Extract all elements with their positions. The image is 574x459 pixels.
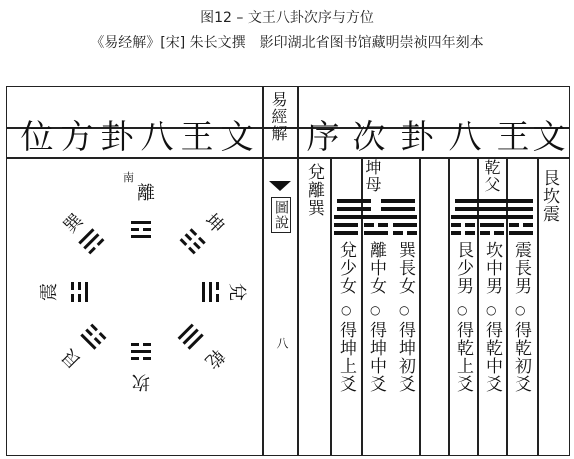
banner-right-char: 文 [532,117,566,156]
south-mark: 南 [123,171,134,184]
circle-mark: ○ [457,303,468,317]
book-page [6,86,570,456]
banner-right-char: 王 [496,117,530,156]
gen-trigram-bars [451,215,475,239]
banner-right-char: 卦 [400,117,434,156]
kun-trigram [180,228,206,254]
figure-source: 《易经解》[宋] 朱长文撰 影印湖北省图书馆藏明崇祯四年刻本 [90,35,484,51]
xun-trigram [78,228,104,254]
kan-label: 坎 [132,371,150,392]
daughter-middle: 離中女 [366,241,386,295]
son-youngest: 艮少男 [453,241,473,295]
left-trigrams-header: 兌離巽 [304,163,324,217]
zhen-trigram-bars [509,215,533,239]
spine-book-title: 易經解 [269,91,288,142]
banner-left-char: 八 [140,117,174,156]
kun-label: 坤 [200,209,229,238]
qian-trigram [178,324,204,350]
gen-label: 艮 [57,344,86,373]
circle-mark: ○ [515,303,526,317]
gen-trigram [80,324,106,350]
sequence-col-rule [330,157,332,455]
kan-trigram-bars [480,215,504,239]
li-label: 離 [137,183,155,204]
banner-left-char: 卦 [100,117,134,156]
daughter-eldest-origin: 得坤初爻 [395,321,415,393]
right-trigrams-header: 艮坎震 [539,169,559,223]
banner-right-char: 八 [448,117,482,156]
banner-left-char: 方 [60,117,94,156]
qian-label: 乾 [200,344,229,373]
circle-mark: ○ [341,303,352,317]
li-trigram [131,221,151,238]
circle-mark: ○ [486,303,497,317]
daughter-eldest: 巽長女 [395,241,415,295]
kan-trigram [131,343,151,360]
bagua-diagram [7,87,262,455]
sequence-col-rule [419,157,421,455]
banner-right-char: 序 [306,117,340,156]
daughter-youngest-origin: 得坤上爻 [336,321,356,393]
zhen-trigram [71,282,88,302]
li-trigram-bars [364,215,388,239]
dui-trigram-bars [334,215,358,239]
mother-label: 坤母 [363,159,382,193]
spine-rule-left [262,87,264,455]
xun-trigram-bars [393,215,417,239]
xun-label: 巽 [59,209,88,238]
daughter-youngest: 兌少女 [336,241,356,295]
banner-right-char: 次 [352,117,386,156]
spine-page-number: 八 [275,337,289,350]
son-middle-origin: 得乾中爻 [482,321,502,393]
figure-title: 图12 – 文王八卦次序与方位 [200,10,374,26]
son-youngest-origin: 得乾上爻 [453,321,473,393]
spine-rule-right [297,87,299,455]
dui-label: 兌 [226,283,247,301]
sequence-col-rule [448,157,450,455]
zhen-label: 震 [39,283,60,301]
banner-left-char: 位 [20,117,54,156]
son-eldest: 震長男 [511,241,531,295]
son-middle: 坎中男 [482,241,502,295]
dui-trigram [202,282,219,302]
banner-left-char: 文 [220,117,254,156]
banner-left-char: 王 [180,117,214,156]
fishtail-mark [269,181,291,191]
son-eldest-origin: 得乾初爻 [511,321,531,393]
spine-section: 圖說 [271,197,291,233]
father-label: 乾父 [482,159,501,193]
daughter-middle-origin: 得坤中爻 [366,321,386,393]
circle-mark: ○ [399,303,410,317]
circle-mark: ○ [370,303,381,317]
